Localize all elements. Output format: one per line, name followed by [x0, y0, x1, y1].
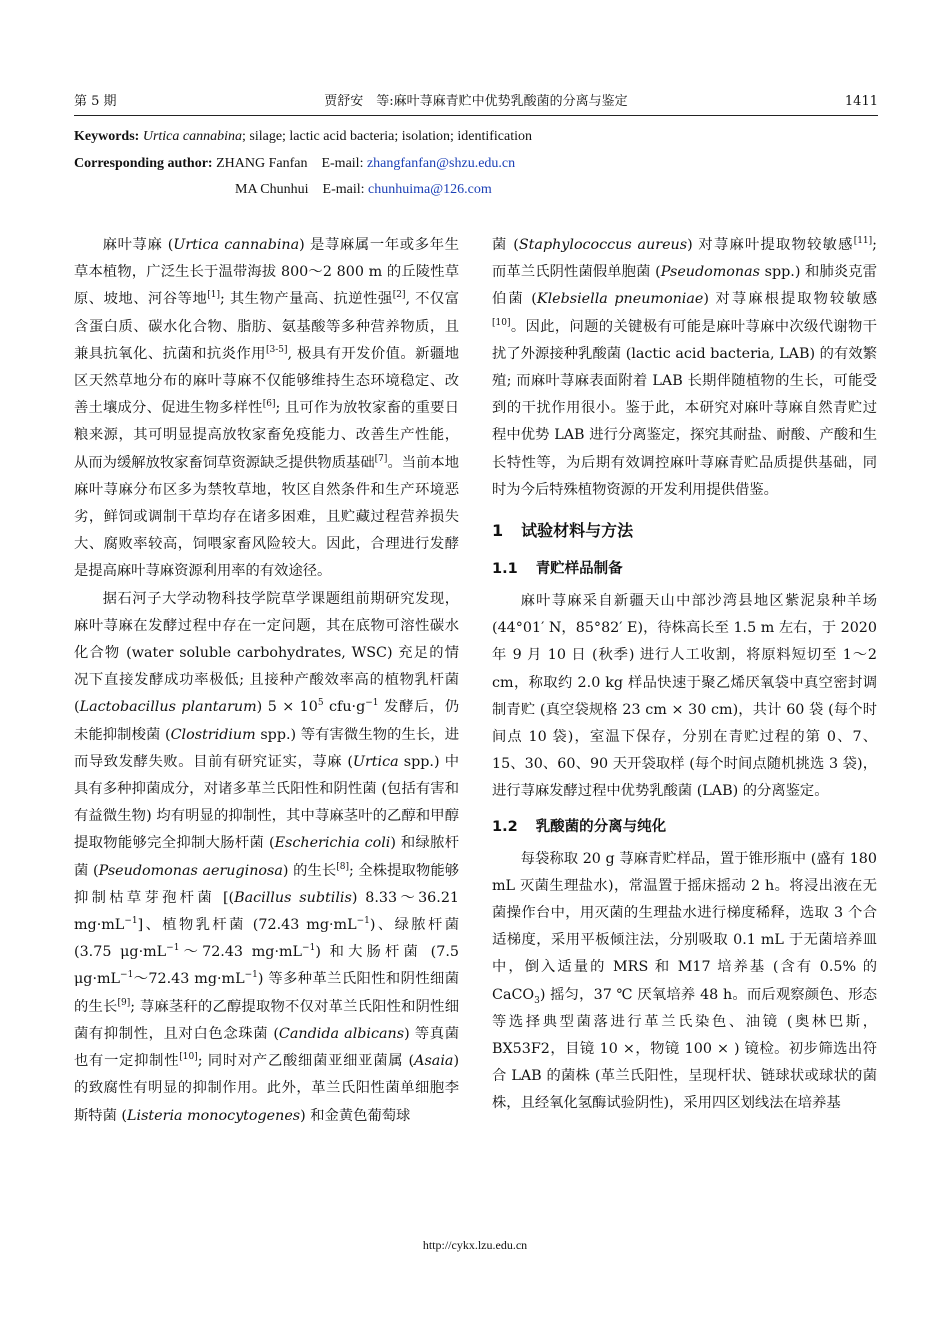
author-1-email-link[interactable]: zhangfanfan@shzu.edu.cn [366, 156, 516, 171]
citation: [2] [392, 290, 406, 301]
citation: [7] [374, 453, 388, 464]
page-number: 1411 [844, 94, 878, 109]
citation: [6] [262, 399, 276, 410]
paragraph-3: 菌 (Staphylococcus aureus) 对荨麻叶提取物较敏感[11]; 而革兰氏阴性菌假单胞菌 (Pseudomonas spp.) 和肺炎克雷伯菌 (Klebsiella pneumoniae) 对荨麻根提取物较敏感[10]。因此，问题的关键极有可能是麻叶荨麻中次级代谢物干扰了外源接种乳酸菌 (lactic acid bacteria, LAB) 的有效繁殖; 而麻叶荨麻表面附着 LAB 长期伴随植物的生长，可能受到的干扰作用很小。鉴于此，本研究对麻叶荨麻自然青贮过程中优势 LAB 进行分离鉴定，探究其耐盐、耐酸、产酸和生长特性等，为后期有效调控麻叶荨麻青贮品质提供基础，同时为今后特殊植物资源的开发利用提供借鉴。 [492, 236, 877, 498]
paragraph-2: 据石河子大学动物科技学院草学课题组前期研究发现，麻叶荨麻在发酵过程中存在一定问题，其在底物可溶性碳水化合物 (water soluble carbohydrates, WSC) 充足的情况下直接发酵成功率极低; 且接种产酸效率高的植物乳杆菌 (Lactobacillus plantarum) $5 \times 10^5$ $cfu\cdot g^{-1}$ 发酵后，仍未能抑制梭菌 (Clostridium spp.) 等有害微生物的生长，进而导致发酵失败。目前有研究证实，荨麻 (Urtica spp.) 中具有多种抑菌成分，对诸多革兰氏阳性和阴性菌 (包括有害和有益微生物) 均有明显的抑制性，其中荨麻茎叶的乙醇和甲醇提取物能够完全抑制大肠杆菌 (Escherichia coli) 和绿脓杆菌 (Pseudomonas aeruginosa) 的生长[8]; 全株提取物能够抑制枯草芽孢杆菌 [(Bacillus subtilis) 8.33～36.21 $mg\cdot mL^{-1}$]、植物乳杆菌 (72.43 $mg\cdot mL^{-1}$)、绿脓杆菌 (3.75 $\mu g\cdot mL^{-1}\sim 72.43$ $mg\cdot mL^{-1}$) 和大肠杆菌 (7.5 $\mu g\cdot mL^{-1}\sim 72.43$ $mg\cdot mL^{-1}$) 等多种革兰氏阳性和阴性细菌的生长[9]; 荨麻茎秆的乙醇提取物不仅对革兰氏阳性和阴性细菌有抑制性，且对白色念珠菌 (Candida albicans) 等真菌也有一定抑制性[10]; 同时对产乙酸细菌亚细亚菌属 (Asaia) 的致腐性有明显的抑制作用。此外，革兰氏阳性菌单细胞李斯特菌 (Listeria monocytogenes) 和金黄色葡萄球 [74, 590, 460, 1124]
citation: [3-5] [265, 345, 288, 356]
header-rule [74, 115, 878, 116]
paragraph-1: 麻叶荨麻 (Urtica cannabina) 是荨麻属一年或多年生草本植物，广泛生长于温带海拔 800～2 800 m 的丘陵性草原、坡地、河谷等地[1]; 其生物产量高、抗逆性强[2], 不仅富含蛋白质、碳水化合物、脂肪、氨基酸等多种营养物质，且兼具抗氧化、抗菌和抗炎作用[3-5], 极具有开发价值。新疆地区天然草地分布的麻叶荨麻不仅能够维持生态环境稳定、改善土壤成分、促进生物多样性[6]; 且可作为放牧家畜的重要日粮来源，其可明显提高放牧家畜免疫能力、改善生产性能，从而为缓解放牧家畜饲草资源缺乏提供物质基础[7]。当前本地麻叶荨麻分布区多为禁牧草地，牧区自然条件和生产环境恶劣，鲜饲或调制干草均存在诸多困难，且贮藏过程营养损失大、腐败率较高，饲喂家畜风险较大。因此，合理进行发酵是提高麻叶荨麻资源利用率的有效途径。 [74, 237, 460, 580]
citation: [10] [179, 1052, 198, 1063]
citation: [10] [492, 317, 511, 328]
section-heading-1: 1 试验材料与方法 [492, 521, 634, 541]
right-column [492, 232, 877, 1118]
author-1-name: ZHANG Fanfan [216, 156, 308, 171]
paragraph-5: 每袋称取 20 g 荨麻青贮样品，置于锥形瓶中 (盛有 180 mL 灭菌生理盐水)，常温置于摇床摇动 2 h。将浸出液在无菌操作台中，用灭菌的生理盐水进行梯度稀释，选取 3 个合适梯度，采用平板倾注法，分别吸取 0.1 mL 于无菌培养皿中，倒入适量的 MRS 和 M17 培养基 (含有 0.5% 的 CaCO$_3$) 摇匀，37 ℃ 厌氧培养 48 h。而后观察颜色、形态等选择典型菌落进行革兰氏染色、油镜 (奥林巴斯，BX53F2，目镜 10 ×，物镜 100 × ) 镜检。初步筛选出符合 LAB 的菌株 (革兰氏阳性，呈现杆状、链球状或球状的菌株，且经氧化氢酶试验阴性)，采用四区划线法在培养基 [492, 850, 877, 1112]
issue-number: 第 5 期 [74, 94, 117, 109]
keywords-label: Keywords: [74, 129, 140, 144]
citation: [9] [117, 997, 131, 1008]
citation: [11] [853, 236, 873, 247]
corresponding-author-line-2 [235, 181, 492, 199]
section-heading-1-2: 1.2 乳酸菌的分离与纯化 [492, 818, 667, 835]
running-header [74, 92, 878, 112]
author-1-email-label: E-mail: [321, 156, 364, 171]
keywords-line [74, 128, 532, 146]
keywords-text: ; silage; lactic acid bacteria; isolation; identification [241, 129, 532, 144]
author-2-name: MA Chunhui [235, 182, 309, 197]
author-2-email-link[interactable]: chunhuima@126.com [368, 182, 492, 197]
running-title: 贾舒安 等:麻叶荨麻青贮中优势乳酸菌的分离与鉴定 [324, 94, 628, 109]
paragraph-4: 麻叶荨麻采自新疆天山中部沙湾县地区紫泥泉种羊场 (44°01′ N，85°82′ E)，待株高长至 1.5 m 左右，于 2020 年 9 月 10 日 (秋季) 进行人工收割，将原料短切至 1～2 cm，称取约 2.0 kg 样品快速于聚乙烯厌氧袋中真空密封调制青贮 (真空袋规格 23 cm × 30 cm)，共计 60 袋 (每个时间点 10 袋)，室温下保存，分别在青贮过程的第 0、7、15、30、60、90 天开袋取样 (每个时间点随机挑选 3 袋)，进行荨麻发酵过程中优势乳酸菌 (LAB) 的分离鉴定。 [492, 593, 877, 800]
section-heading-1-1: 1.1 青贮样品制备 [492, 561, 623, 578]
keywords-italic: Urtica cannabina [142, 129, 242, 144]
corresponding-author-label: Corresponding author: [74, 156, 213, 171]
footer-url[interactable]: http://cykx.lzu.edu.cn [422, 1238, 528, 1252]
citation: [1] [207, 290, 220, 301]
left-column [74, 232, 459, 1130]
citation: [8] [336, 861, 349, 872]
corresponding-author-line-1 [74, 155, 515, 173]
author-2-email-label: E-mail: [322, 182, 365, 197]
